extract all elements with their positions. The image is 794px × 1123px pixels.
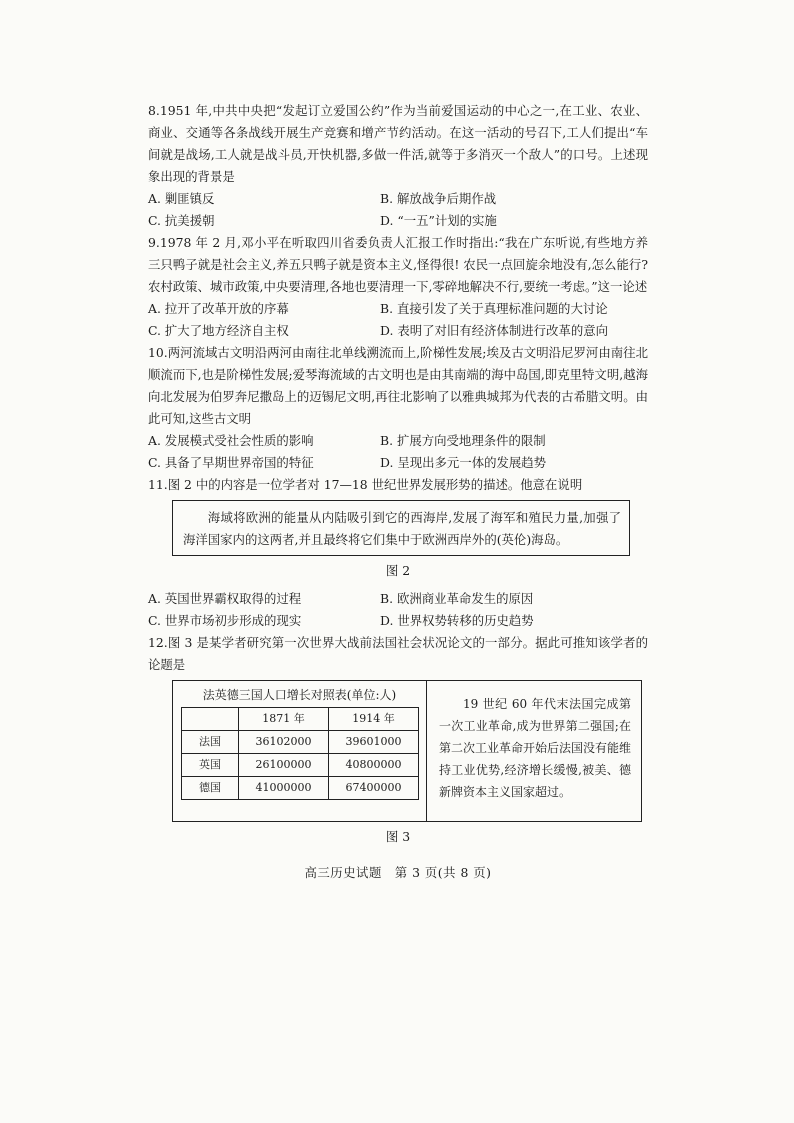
table-row bbox=[182, 731, 419, 754]
question-10-stem: 10.两河流域古文明沿两河由南往北单线溯流而上,阶梯性发展;埃及古文明沿尼罗河由南往北顺流而下,也是阶梯性发展;爱琴海流域的古文明也是由其南端的海中岛国,即克里特文明,越海向北发展为伯罗奔尼撒岛上的迈锡尼文明,再往北影响了以雅典城邦为代表的古希腊文明。由此可知,这些古文明 bbox=[148, 345, 648, 426]
population-table bbox=[181, 707, 419, 800]
table-cell: 40800000 bbox=[329, 754, 419, 777]
table-header-1871: 1871 年 bbox=[239, 708, 329, 731]
population-table-title: 法英德三国人口增长对照表(单位:人) bbox=[202, 688, 397, 702]
option-11-d[interactable]: D. 世界权势转移的历史趋势 bbox=[380, 613, 534, 628]
option-8-b[interactable]: B. 解放战争后期作战 bbox=[380, 191, 497, 206]
table-cell: 41000000 bbox=[239, 777, 329, 800]
figure-3-note: 19 世纪 60 年代末法国完成第一次工业革命,成为世界第二强国;在第二次工业革命开始后法国没有能维持工业优势,经济增长缓慢,被美、德新牌资本主义国家超过。 bbox=[439, 697, 632, 799]
page-footer: 高三历史试题 第 3 页(共 8 页) bbox=[304, 865, 492, 880]
table-header-1914: 1914 年 bbox=[329, 708, 419, 731]
question-9-stem: 9.1978 年 2 月,邓小平在听取四川省委负责人汇报工作时指出:“我在广东听说,有些地方养三只鸭子就是社会主义,养五只鸭子就是资本主义,怪得很! 农民一点回旋余地没有,怎么能行? 农村政策、城市政策,中央要清理,各地也要清理一下,零碎地解决不行,要统一考虑。”这一论述 bbox=[148, 235, 648, 294]
question-12-stem: 12.图 3 是某学者研究第一次世界大战前法国社会状况论文的一部分。据此可推知该学者的论题是 bbox=[148, 635, 648, 672]
question-10-options bbox=[148, 430, 648, 474]
figure-3 bbox=[172, 680, 642, 822]
table-row bbox=[182, 754, 419, 777]
question-8 bbox=[148, 100, 648, 232]
option-9-b[interactable]: B. 直接引发了关于真理标准问题的大讨论 bbox=[380, 301, 608, 316]
option-9-a[interactable]: A. 拉开了改革开放的序幕 bbox=[148, 301, 289, 316]
option-10-d[interactable]: D. 呈现出多元一体的发展趋势 bbox=[380, 455, 547, 470]
table-row-label: 法国 bbox=[182, 731, 239, 754]
question-9 bbox=[148, 232, 648, 342]
figure-2-label: 图 2 bbox=[385, 563, 411, 578]
option-11-b[interactable]: B. 欧洲商业革命发生的原因 bbox=[380, 591, 534, 606]
table-header-row bbox=[182, 708, 419, 731]
table-row-label: 德国 bbox=[182, 777, 239, 800]
option-10-c[interactable]: C. 具备了早期世界帝国的特征 bbox=[148, 455, 314, 470]
option-9-d[interactable]: D. 表明了对旧有经济体制进行改革的意向 bbox=[380, 323, 609, 338]
option-8-d[interactable]: D. “一五”计划的实施 bbox=[380, 213, 497, 228]
option-8-a[interactable]: A. 剿匪镇反 bbox=[148, 191, 215, 206]
table-row bbox=[182, 777, 419, 800]
option-11-a[interactable]: A. 英国世界霸权取得的过程 bbox=[148, 591, 302, 606]
table-cell: 39601000 bbox=[329, 731, 419, 754]
figure-3-table-panel bbox=[173, 681, 427, 821]
option-9-c[interactable]: C. 扩大了地方经济自主权 bbox=[148, 323, 289, 338]
option-10-b[interactable]: B. 扩展方向受地理条件的限制 bbox=[380, 433, 546, 448]
question-11-options bbox=[148, 588, 648, 632]
question-8-options bbox=[148, 188, 648, 232]
figure-3-label: 图 3 bbox=[385, 829, 411, 844]
option-10-a[interactable]: A. 发展模式受社会性质的影响 bbox=[148, 433, 314, 448]
table-cell: 67400000 bbox=[329, 777, 419, 800]
question-11 bbox=[148, 474, 648, 632]
table-cell: 36102000 bbox=[239, 731, 329, 754]
question-12 bbox=[148, 632, 648, 848]
question-10 bbox=[148, 342, 648, 474]
option-11-c[interactable]: C. 世界市场初步形成的现实 bbox=[148, 613, 302, 628]
exam-page bbox=[148, 100, 648, 884]
table-row-label: 英国 bbox=[182, 754, 239, 777]
option-8-c[interactable]: C. 抗美援朝 bbox=[148, 213, 215, 228]
figure-2-quote: 海域将欧洲的能量从内陆吸引到它的西海岸,发展了海军和殖民力量,加强了海洋国家内的这两者,并且最终将它们集中于欧洲西岸外的(英伦)海岛。 bbox=[172, 500, 630, 556]
table-cell: 26100000 bbox=[239, 754, 329, 777]
question-9-options bbox=[148, 298, 648, 342]
question-11-stem: 11.图 2 中的内容是一位学者对 17—18 世纪世界发展形势的描述。他意在说明 bbox=[148, 477, 583, 492]
question-8-stem: 8.1951 年,中共中央把“发起订立爱国公约”作为当前爱国运动的中心之一,在工业、农业、商业、交通等各条战线开展生产竞赛和增产节约活动。在这一活动的号召下,工人们提出“车间就是战场,工人就是战斗员,开快机器,多做一件活,就等于多消灭一个敌人”的口号。上述现象出现的背景是 bbox=[148, 103, 648, 184]
table-corner-cell bbox=[182, 708, 239, 731]
